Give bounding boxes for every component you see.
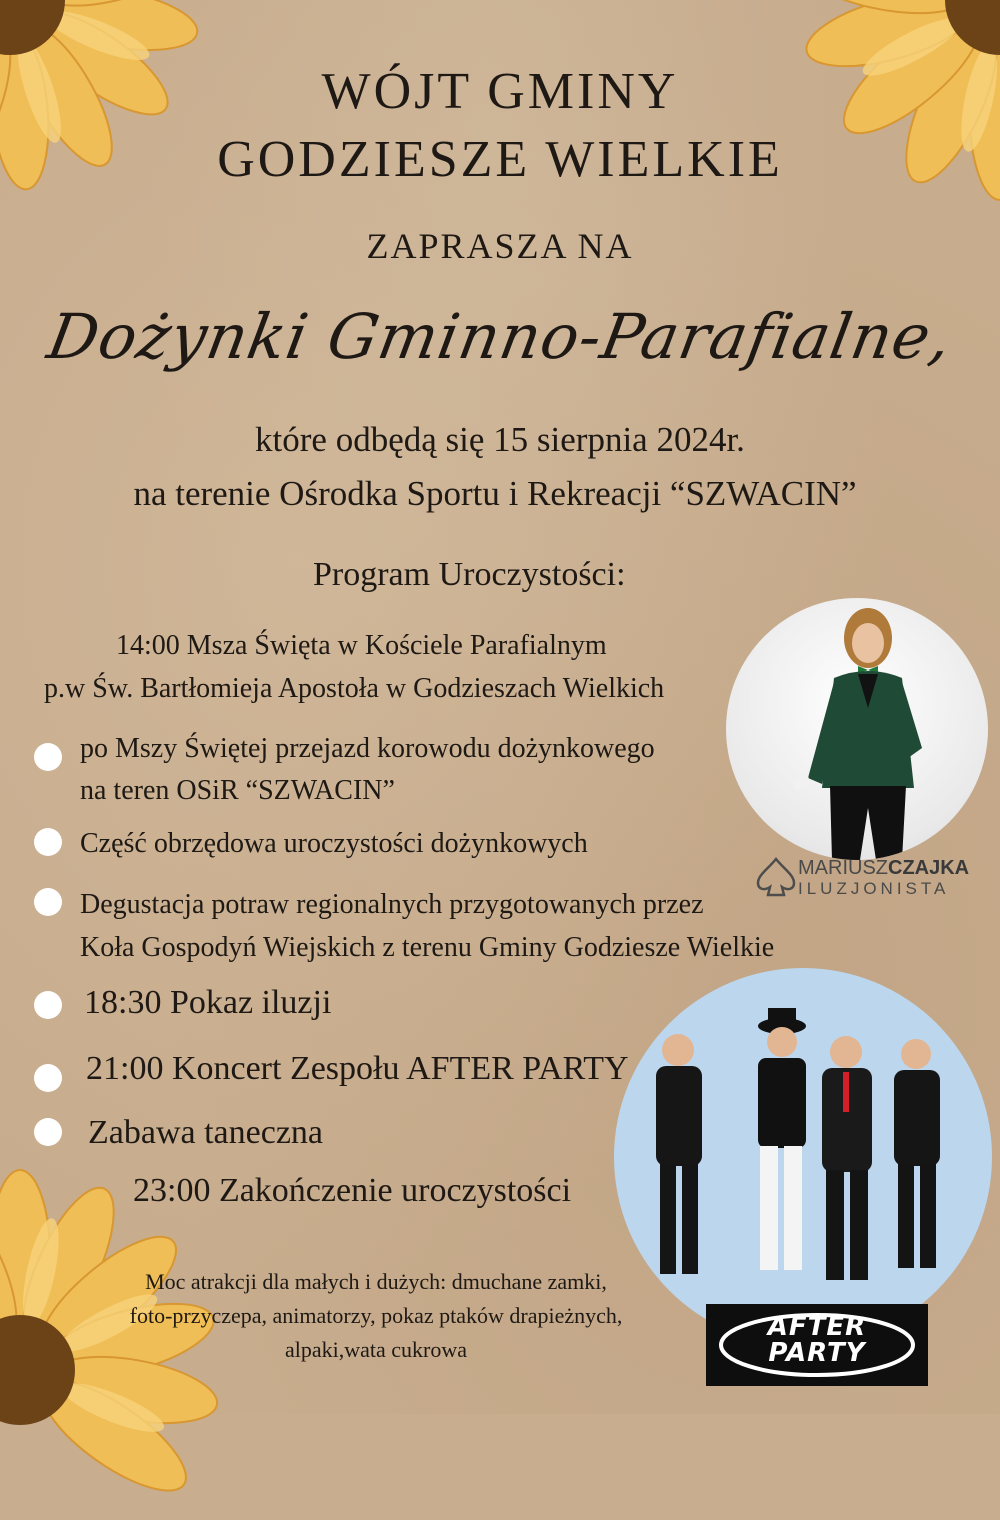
mass-line-1: 14:00 Msza Święta w Kościele Parafialnym [116, 630, 607, 661]
attractions-text [40, 1265, 712, 1367]
bullet-dot [34, 888, 62, 916]
bullet-dot [34, 1064, 62, 1092]
illusionist-logo [754, 855, 984, 905]
band-photo [614, 968, 992, 1346]
program-heading: Program Uroczystości: [313, 556, 626, 593]
program-item-4: 18:30 Pokaz iluzji [84, 984, 332, 1021]
bullet-dot [34, 743, 62, 771]
band-members-image [614, 968, 992, 1346]
band-logo-text [706, 1314, 928, 1366]
illusionist-last-name: CZAJKA [888, 857, 970, 879]
illusionist-photo [726, 598, 988, 860]
band-logo [706, 1304, 928, 1386]
event-place: na terenie Ośrodka Sportu i Rekreacji “SZWACIN” [133, 474, 857, 513]
band-logo-line2: PARTY [768, 1338, 866, 1368]
program-item-1-line2: na teren OSiR “SZWACIN” [80, 775, 395, 806]
event-date: które odbędą się 15 sierpnia 2024r. [255, 420, 745, 459]
bullet-dot [34, 828, 62, 856]
spade-icon [754, 855, 798, 899]
organizer-title-line2: GODZIESZE WIELKIE [217, 131, 783, 188]
program-item-2: Część obrzędowa uroczystości dożynkowych [80, 828, 588, 859]
attractions-line-3: alpaki,wata cukrowa [284, 1337, 468, 1362]
program-item-5: 21:00 Koncert Zespołu AFTER PARTY [86, 1050, 629, 1087]
bullet-dot [34, 991, 62, 1019]
attractions-line-2: foto-przyczepa, animatorzy, pokaz ptaków drapieżnych, [129, 1303, 623, 1328]
illusionist-subtitle: ILUZJONISTA [798, 879, 950, 898]
bullet-dot [34, 1118, 62, 1146]
organizer-title-line1: WÓJT GMINY [321, 63, 679, 120]
event-name-script: Dożynki Gminno-Parafialne, [42, 300, 958, 373]
illusionist-figure-image [726, 598, 988, 860]
attractions-line-1: Moc atrakcji dla małych i dużych: dmuchane zamki, [145, 1269, 607, 1294]
program-item-6: Zabawa taneczna [88, 1114, 323, 1151]
illusionist-name [798, 857, 969, 880]
band-logo-line1: AFTER [767, 1312, 867, 1342]
program-item-3-line2: Koła Gospodyń Wiejskich z terenu Gminy Godziesze Wielkie [80, 932, 775, 963]
illusionist-first-name: MARIUSZ [798, 857, 888, 879]
program-item-3-line1: Degustacja potraw regionalnych przygotowanych przez [80, 889, 704, 920]
program-item-1-line1: po Mszy Świętej przejazd korowodu dożynkowego [80, 733, 655, 764]
mass-line-2: p.w Św. Bartłomieja Apostoła w Godzieszach Wielkich [44, 673, 665, 704]
program-ending: 23:00 Zakończenie uroczystości [133, 1172, 572, 1209]
invite-text: ZAPRASZA NA [366, 226, 634, 266]
